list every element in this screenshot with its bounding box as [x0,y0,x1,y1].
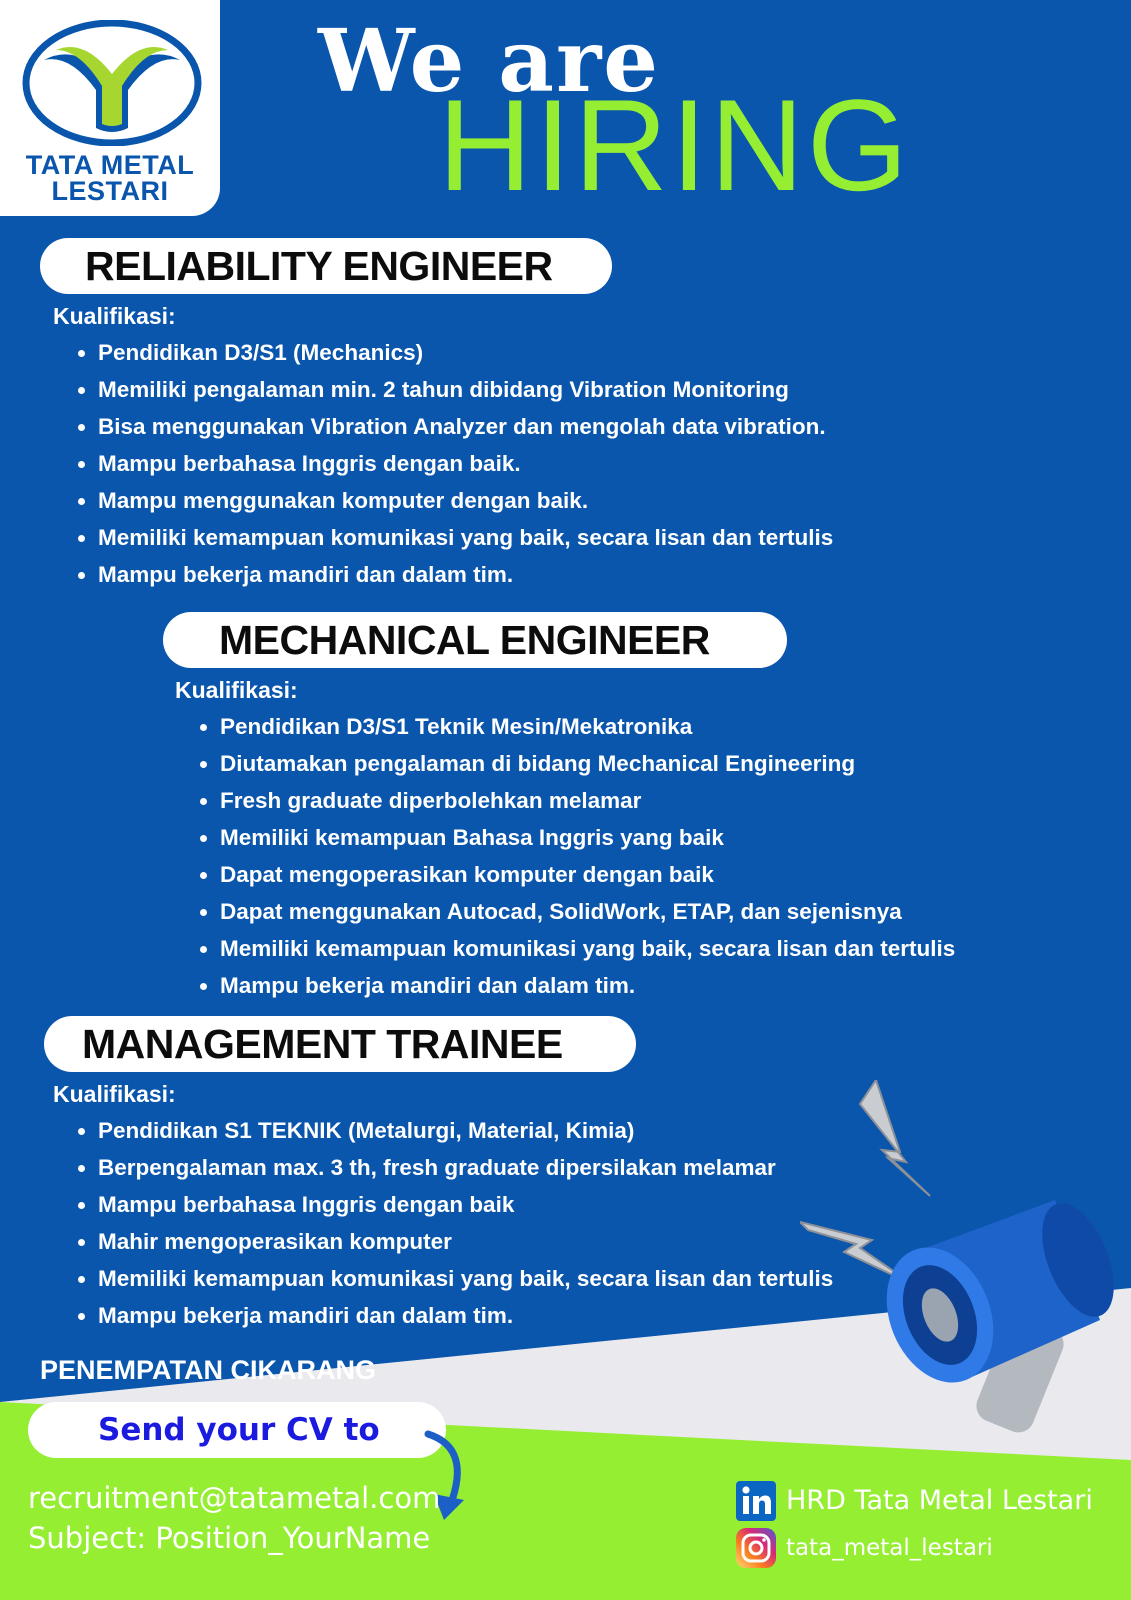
headline-hiring: HIRING [438,72,911,218]
list-item: • Memiliki kemampuan komunikasi yang baik, secara lisan dan tertulis [98,1260,833,1297]
job-title-mechanical-engineer: MECHANICAL ENGINEER [219,617,710,663]
requirements-list-management-trainee [70,1112,833,1334]
list-item: • Fresh graduate diperbolehkan melamar [220,782,955,819]
job-title-pill [44,1016,636,1072]
contact-email-link[interactable]: recruitment@tatametal.com [28,1481,441,1515]
headline-we-are: We are [318,11,660,112]
qualification-label: Kualifikasi: [175,677,298,703]
list-item: • Mampu bekerja mandiri dan dalam tim. [220,967,955,1004]
list-item: • Memiliki kemampuan Bahasa Inggris yang baik [220,819,955,856]
linkedin-icon [736,1481,776,1521]
list-item: • Bisa menggunakan Vibration Analyzer dan mengolah data vibration. [98,408,833,445]
job-title-pill [40,238,612,294]
list-item: • Berpengalaman max. 3 th, fresh graduate dipersilakan melamar [98,1149,833,1186]
list-item: • Pendidikan D3/S1 (Mechanics) [98,334,833,371]
instagram-icon [736,1528,776,1568]
list-item: • Mampu menggunakan komputer dengan baik. [98,482,833,519]
placement-location: PENEMPATAN CIKARANG [40,1355,376,1385]
logo-emblem-icon [22,20,202,146]
send-cv-pill [28,1402,446,1458]
list-item: • Dapat mengoperasikan komputer dengan baik [220,856,955,893]
list-item: • Dapat menggunakan Autocad, SolidWork, ETAP, dan sejenisnya [220,893,955,930]
list-item: • Mahir mengoperasikan komputer [98,1223,833,1260]
logo-name-line1: TATA METAL [25,150,195,180]
email-subject-text: Subject: Position_YourName [28,1521,431,1555]
logo-name-line2: LESTARI [51,176,169,206]
qualification-label: Kualifikasi: [53,303,176,329]
requirements-list-reliability-engineer [70,334,833,593]
list-item: • Mampu bekerja mandiri dan dalam tim. [98,1297,833,1334]
list-item: • Memiliki kemampuan komunikasi yang baik, secara lisan dan tertulis [98,519,833,556]
megaphone-icon [800,1080,1131,1460]
list-item: • Memiliki pengalaman min. 2 tahun dibidang Vibration Monitoring [98,371,833,408]
qualification-label: Kualifikasi: [53,1081,176,1107]
lightning-bolt-icon [860,1080,930,1196]
list-item: • Mampu berbahasa Inggris dengan baik [98,1186,833,1223]
list-item: • Memiliki kemampuan komunikasi yang baik, secara lisan dan tertulis [220,930,955,967]
linkedin-label: HRD Tata Metal Lestari [786,1485,1093,1516]
instagram-label: tata_metal_lestari [786,1535,993,1561]
list-item: • Pendidikan D3/S1 Teknik Mesin/Mekatronika [220,708,955,745]
list-item: • Diutamakan pengalaman di bidang Mechanical Engineering [220,745,955,782]
list-item: • Pendidikan S1 TEKNIK (Metalurgi, Material, Kimia) [98,1112,833,1149]
list-item: • Mampu berbahasa Inggris dengan baik. [98,445,833,482]
company-logo [0,0,220,216]
job-title-pill [163,612,787,668]
job-title-reliability-engineer: RELIABILITY ENGINEER [85,243,553,289]
job-title-management-trainee: MANAGEMENT TRAINEE [82,1021,563,1067]
requirements-list-mechanical-engineer [192,708,955,1004]
send-cv-label: Send your CV to [98,1412,380,1448]
list-item: • Mampu bekerja mandiri dan dalam tim. [98,556,833,593]
